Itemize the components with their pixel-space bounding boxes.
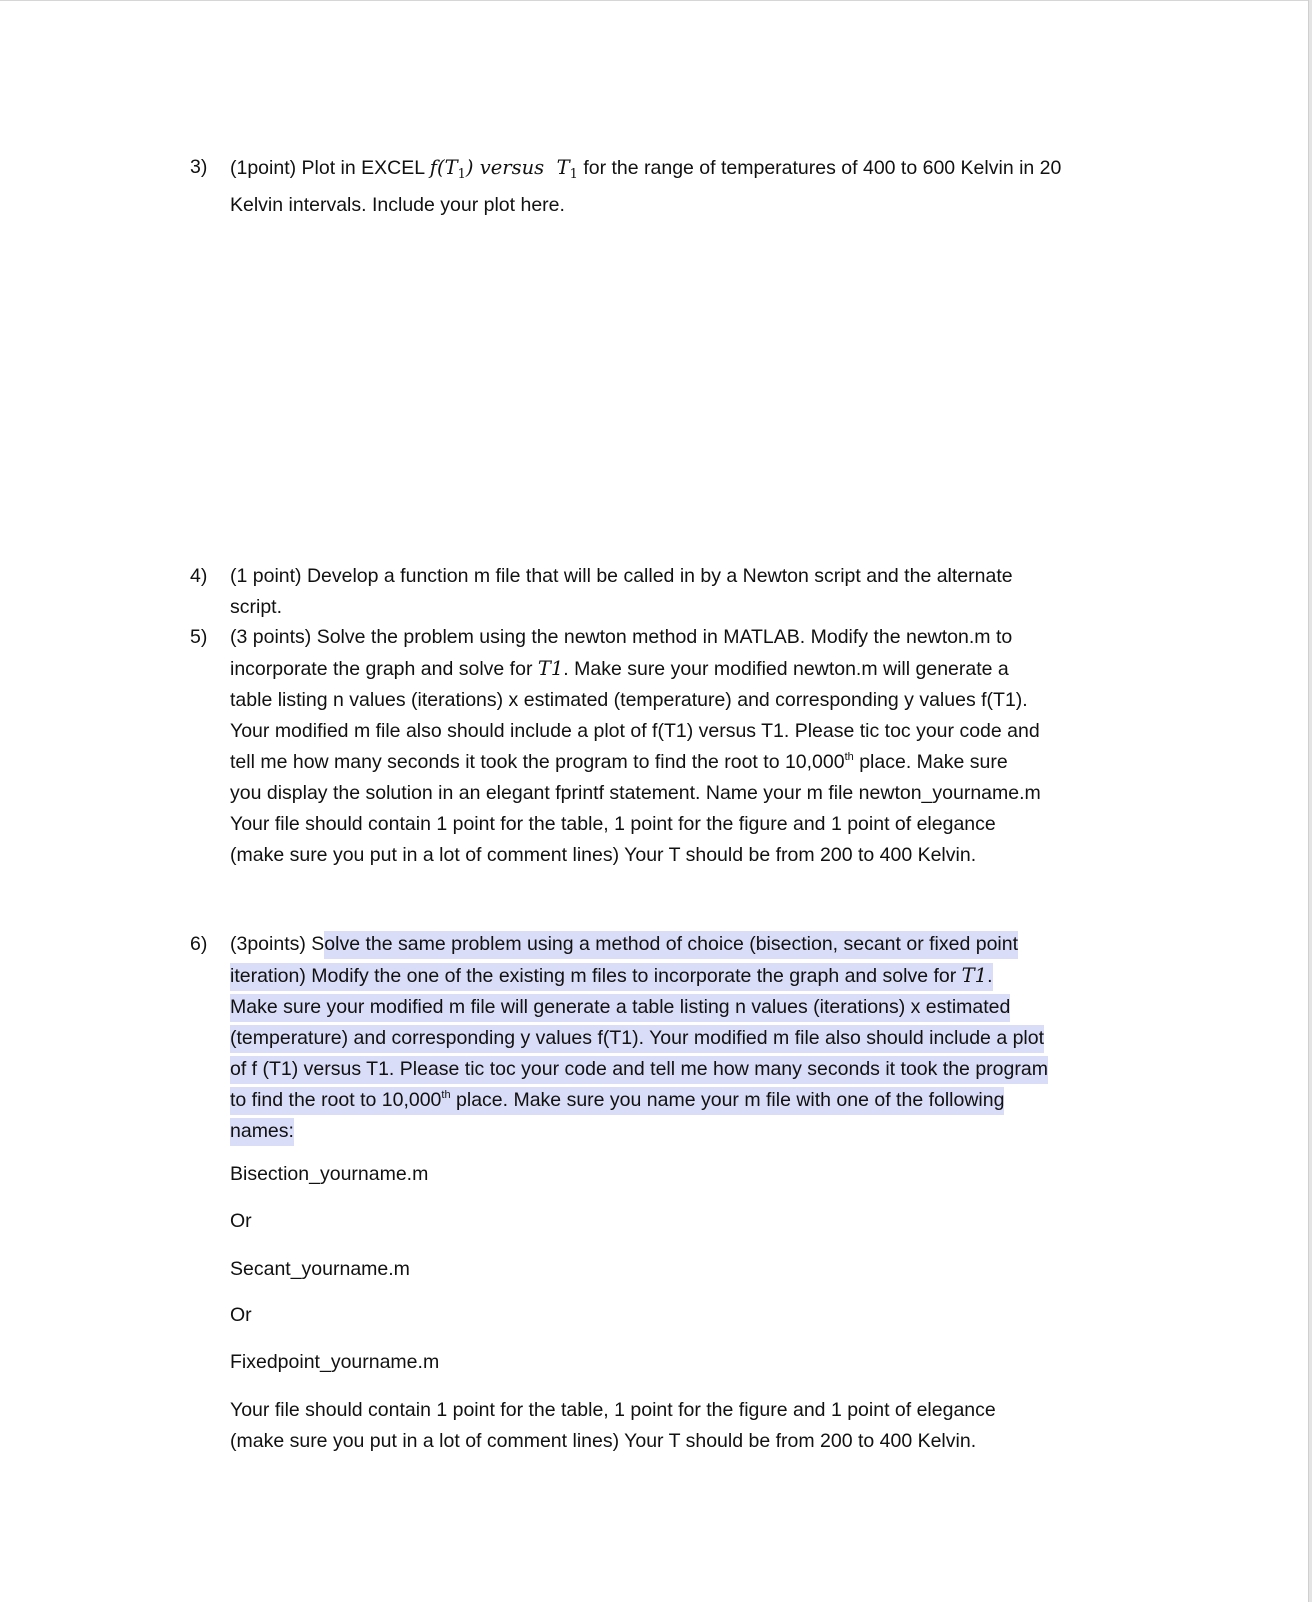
- question-4-line-2: script.: [230, 596, 283, 618]
- filename-fixedpoint: Fixedpoint_yourname.m: [230, 1351, 440, 1373]
- question-5-line-8: (make sure you put in a lot of comment lines) Your T should be from 200 to 400 Kelvin.: [230, 844, 977, 866]
- question-number: 5): [190, 626, 208, 648]
- question-number: 6): [190, 933, 208, 955]
- text-selection-highlight[interactable]: names:: [230, 1118, 294, 1146]
- text-selection-highlight[interactable]: Make sure your modified m file will generate a table listing n values (iterations) x estimated: [230, 994, 1010, 1022]
- text-selection-highlight[interactable]: of f (T1) versus T1. Please tic toc your code and tell me how many seconds it took the program: [230, 1056, 1048, 1084]
- question-3-line-1: (1point) Plot in EXCEL $f(T_1)$ versus $T_1$ for the range of temperatures of 400 to 600 Kelvin in 20: [230, 156, 1062, 182]
- question-4-line-1: (1 point) Develop a function m file that will be called in by a Newton script and the alternate: [230, 565, 1013, 587]
- question-5-text: [230, 622, 1150, 871]
- question-5-line-3: table listing n values (iterations) x estimated (temperature) and corresponding y values f(T1).: [230, 689, 1028, 711]
- question-6-text[interactable]: [230, 929, 1150, 1147]
- math-T1: T1: [537, 657, 564, 680]
- text-selection-highlight[interactable]: (temperature) and corresponding y values f(T1). Your modified m file also should include a plot: [230, 1025, 1044, 1053]
- question-3-line-2: Kelvin intervals. Include your plot here.: [230, 194, 565, 216]
- question-5-line-7: Your file should contain 1 point for the table, 1 point for the figure and 1 point of elegance: [230, 813, 996, 835]
- question-6-line-7: [230, 1116, 1150, 1147]
- text-selection-highlight[interactable]: olve the same problem using a method of choice (bisection, secant or fixed point: [324, 931, 1018, 959]
- math-f-T1: $f(T_1)$ versus $T_1$: [429, 156, 578, 182]
- grading-note-line-2: (make sure you put in a lot of comment lines) Your T should be from 200 to 400 Kelvin.: [230, 1430, 977, 1452]
- question-6-line-2: [230, 960, 1150, 992]
- page-top-edge: [0, 0, 1312, 1]
- filename-bisection: Bisection_yourname.m: [230, 1163, 429, 1185]
- page-right-edge: [1308, 0, 1312, 1602]
- question-5-line-1: (3 points) Solve the problem using the newton method in MATLAB. Modify the newton.m to: [230, 626, 1013, 648]
- question-number: 3): [190, 156, 208, 178]
- question-6-line-1: (3points) Solve the same problem using a method of choice (bisection, secant or fixed point: [230, 929, 1150, 960]
- math-T1: T1: [961, 964, 988, 987]
- question-number: 4): [190, 565, 208, 587]
- filename-secant: Secant_yourname.m: [230, 1258, 410, 1280]
- text-selection-highlight[interactable]: to find the root to 10,000th place. Make sure you name your m file with one of the following: [230, 1087, 1004, 1115]
- text-selection-highlight[interactable]: iteration) Modify the one of the existing m files to incorporate the graph and solve for T1.: [230, 963, 993, 991]
- or-separator: Or: [230, 1304, 252, 1326]
- grading-note-line-1: Your file should contain 1 point for the table, 1 point for the figure and 1 point of elegance: [230, 1399, 996, 1421]
- question-5-line-4: Your modified m file also should include a plot of f(T1) versus T1. Please tic toc your code and: [230, 720, 1040, 742]
- question-6-line-6: [230, 1085, 1150, 1116]
- question-4-text: [230, 561, 1150, 623]
- or-separator: Or: [230, 1210, 252, 1232]
- question-5-line-5: tell me how many seconds it took the program to find the root to 10,000th place. Make sure: [230, 751, 1008, 773]
- question-5-line-6: you display the solution in an elegant fprintf statement. Name your m file newton_yourname.m: [230, 782, 1041, 804]
- question-6-line-4: [230, 1023, 1150, 1054]
- question-6-line-5: [230, 1054, 1150, 1085]
- question-6-line-3: [230, 992, 1150, 1023]
- question-5-line-2: incorporate the graph and solve for T1. Make sure your modified newton.m will generate a: [230, 657, 1009, 680]
- question-3-text: [230, 152, 1150, 221]
